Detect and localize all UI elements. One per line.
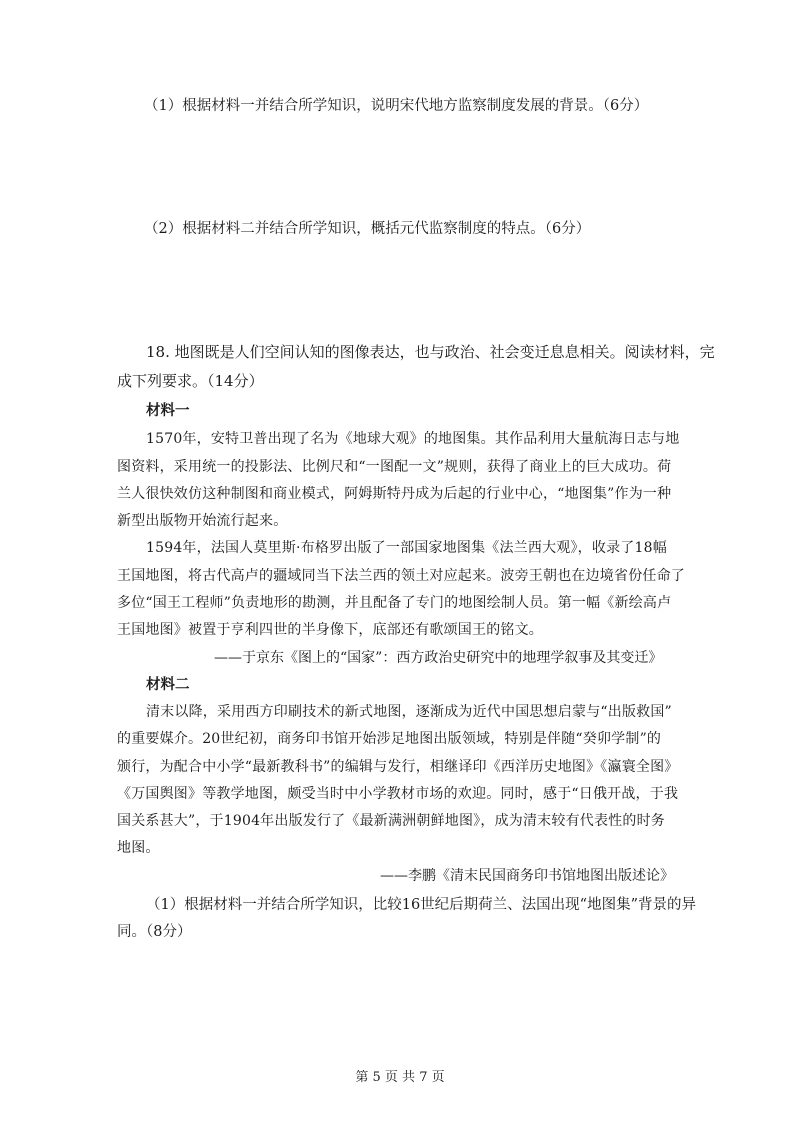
material-2-line: 清末以降，采用西方印刷技术的新式地图，逐渐成为近代中国思想启蒙与“出版救国”: [146, 704, 672, 720]
material-2-line: 《万国舆图》等教学地图，颇受当时中小学教材市场的欢迎。同时，感于“日俄开战，于我: [117, 786, 679, 802]
material-2-line: 的重要媒介。20世纪初，商务印书馆开始涉足地图出版领域，特别是伴随“癸卯学制”的: [117, 731, 662, 747]
question-18-1-line1: （1）根据材料一并结合所学知识，比较16世纪后期荷兰、法国出现“地图集”背景的异: [146, 897, 696, 913]
question-17-1: （1）根据材料一并结合所学知识，说明宋代地方监察制度发展的背景。（6分）: [144, 98, 649, 114]
material-1-line: 新型出版物开始流行起来。: [117, 513, 288, 529]
material-2-heading: 材料二: [146, 676, 190, 693]
material-1-line: 兰人很快效仿这种制图和商业模式，阿姆斯特丹成为后起的行业中心，“地图集”作为一种: [117, 486, 672, 502]
material-1-heading: 材料一: [146, 402, 190, 419]
material-1-line: 1594年，法国人莫里斯·布格罗出版了一部国家地图集《法兰西大观》，收录了18幅: [146, 540, 667, 556]
material-2-source: ——李鹏《清末民国商务印书馆地图出版述论》: [380, 868, 674, 884]
material-1-line: 王国地图，将古代高卢的疆域同当下法兰西的领土对应起来。波旁王朝也在边境省份任命了: [117, 568, 685, 584]
material-1-line: 1570年，安特卫普出现了名为《地球大观》的地图集。其作品利用大量航海日志与地: [146, 431, 680, 447]
material-1-line: 王国地图》被置于亨利四世的半身像下，底部还有歌颂国王的铭文。: [117, 622, 543, 638]
question-18-stem-line2: 成下列要求。（14分）: [117, 372, 264, 390]
material-2-line: 颁行，为配合中小学“最新教科书”的编辑与发行，相继译印《西洋历史地图》《瀛寰全图》: [117, 759, 679, 775]
material-1-line: 图资料，采用统一的投影法、比例尺和“一图配一文”规则，获得了商业上的巨大成功。荷: [117, 459, 672, 475]
question-18-1-line2: 同。（8分）: [117, 924, 192, 940]
material-1-source: ——于京东《图上的“国家”：西方政治史研究中的地理学叙事及其变迁》: [214, 650, 663, 666]
material-2-line: 地图。: [117, 840, 160, 856]
question-17-2: （2）根据材料二并结合所学知识，概括元代监察制度的特点。（6分）: [144, 221, 591, 237]
page-number: 第 5 页 共 7 页: [355, 1070, 445, 1085]
material-2-line: 国关系甚大”，于1904年出版发行了《最新满洲朝鲜地图》，成为清末较有代表性的时务: [117, 813, 665, 829]
material-1-line: 多位“国王工程师”负责地形的勘测，并且配备了专门的地图绘制人员。第一幅《新绘高卢: [117, 595, 672, 611]
question-18-stem-line1: 18. 地图既是人们空间认知的图像表达，也与政治、社会变迁息息相关。阅读材料，完: [146, 343, 715, 361]
